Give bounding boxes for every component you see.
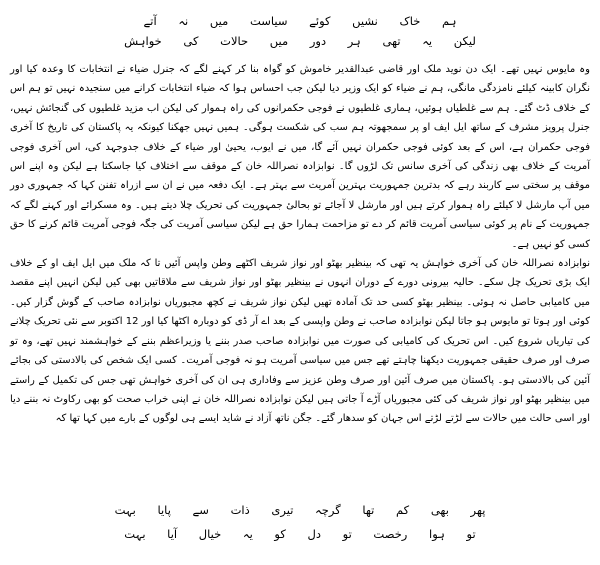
- paragraph-1: وہ مایوس نہیں تھے۔ ایک دن نوید ملک اور قاضی عبدالقدیر خاموش کو گواہ بنا کر کہنے لگے کہ جنرل ضیاء نے انتخابات کا وعدہ کیا اور نگران کابینہ کیلئے نامزدگی مانگی، ہم نے ضیاء کو ایک وزیر دیا لیکن جب احساس ہوا کہ ضیاء انتخابات کرانے میں سنجیدہ نہیں تو ہم اس کے خلاف ڈٹ گئے۔ ہم سے غلطیاں ہوئیں، ہماری غلطیوں نے فوجی حکمرانوں کی راہ ہموار کی لیکن اب مزید غلطیوں کی گنجائش نہیں، جنرل پرویز مشرف کے ساتھ ایل ایف او پر سمجھوتہ ہم سب کی شکست ہوگی۔ ہمیں نہیں جھکنا کیونکہ یہ پاکستان کی تاریخ کا آخری فوجی حکمران ہے، اس کے بعد کوئی فوجی حکمران نہیں آئے گا، میں نے ایوب، یحییٰ اور ضیاء کے خلاف جدوجہد کی، اس آخری فوجی آمریت کے خلاف بھی زندگی کی آخری سانس تک لڑوں گا۔ نوابزادہ نصراللہ خان کے موقف سے اختلاف کیا جاسکتا ہے لیکن وہ اپنے اس موقف پر سختی سے کاربند رہے کہ بدترین جمہوریت بہترین آمریت سے بہتر ہے۔ ایک دفعہ میں نے ان سے ازراہ تفنن کہا کہ جمہوری دور میں آپ مارشل لا کیلئے راہ ہموار کرتے ہیں اور مارشل لا آجائے تو بحالیٔ جمہوریت کی تحریک چلا دیتے ہیں۔ وہ مسکرائے اور کہنے لگے کہ جمہوریت کے نام پر کوئی سیاسی آمریت قائم کر دے تو مزاحمت ہمارا حق ہے لیکن سیاسی آمریت کی جگہ فوجی آمریت قائم کرنے کا حق کسی کو نہیں ہے۔: [10, 64, 590, 250]
- opening-verse-line-1: ہم خاک نشیں کوئے سیاست میں نہ آتے: [143, 14, 457, 28]
- opening-verse-line-2: لیکن یہ تھی ہر دور میں حالات کی خواہش: [124, 34, 476, 48]
- paragraph-2: نوابزادہ نصراللہ خان کی آخری خواہش یہ تھی کہ بینظیر بھٹو اور نواز شریف اکٹھے وطن واپس آئیں تا کہ ملک میں ایل ایف او کے خلاف ایک بڑی تحریک چل سکے۔ حالیہ بیرونی دورے کے دوران انہوں نے بینظیر بھٹو اور نواز شریف سے ملاقاتیں بھی کیں لیکن انہیں اپنے مقصد میں کامیابی حاصل نہ ہوئی۔ بینظیر بھٹو کسی حد تک آمادہ تھیں لیکن نواز شریف نے کچھ مجبوریاں نوابزادہ صاحب کے گوش گزار کیں۔ کوئی اور ہوتا تو مایوس ہو جاتا لیکن نوابزادہ صاحب نے وطن واپسی کے بعد اے آر ڈی کو دوبارہ اکٹھا کیا اور 12 اکتوبر سے نئی تحریک چلانے کی تیاریاں شروع کیں۔ اس تحریک کی کامیابی کی صورت میں نوابزادہ صاحب صدر بننے یا وزیراعظم بننے کے خواہشمند نہیں تھے، وہ تو صرف اور صرف حقیقی جمہوریت دیکھنا چاہتے تھے جس میں سیاسی آمریت ہو نہ فوجی آمریت۔ کسی ایک شخص کی بالادستی کی بجائے آئین کی بالادستی ہو۔ پاکستان میں صرف آئین اور صرف وطن عزیز سے وفاداری ہی ان کی آخری خواہش تھی جس کی تکمیل کے راستے میں بینظیر بھٹو اور نواز شریف کی کئی مجبوریاں آڑے آ جاتی ہیں لیکن نوابزادہ نصراللہ خان نے اپنی خراب صحت کو بھی رکاوٹ نہ بننے دیا اور اسی حالت میں حالات سے لڑتے لڑتے اس جہان کو سدھار گئے۔ جگن ناتھ آزاد نے شاید ایسے ہی لوگوں کے بارے میں کہا تھا کہ: [10, 258, 590, 425]
- article-body: [10, 60, 590, 429]
- closing-verse-line-2: تو ہوا رخصت تو دل کو یہ خیال آیا بہت: [124, 527, 476, 541]
- closing-verse-line-1: پھر بھی کم تھا گرچہ تیری ذات سے پایا بہت: [114, 503, 486, 517]
